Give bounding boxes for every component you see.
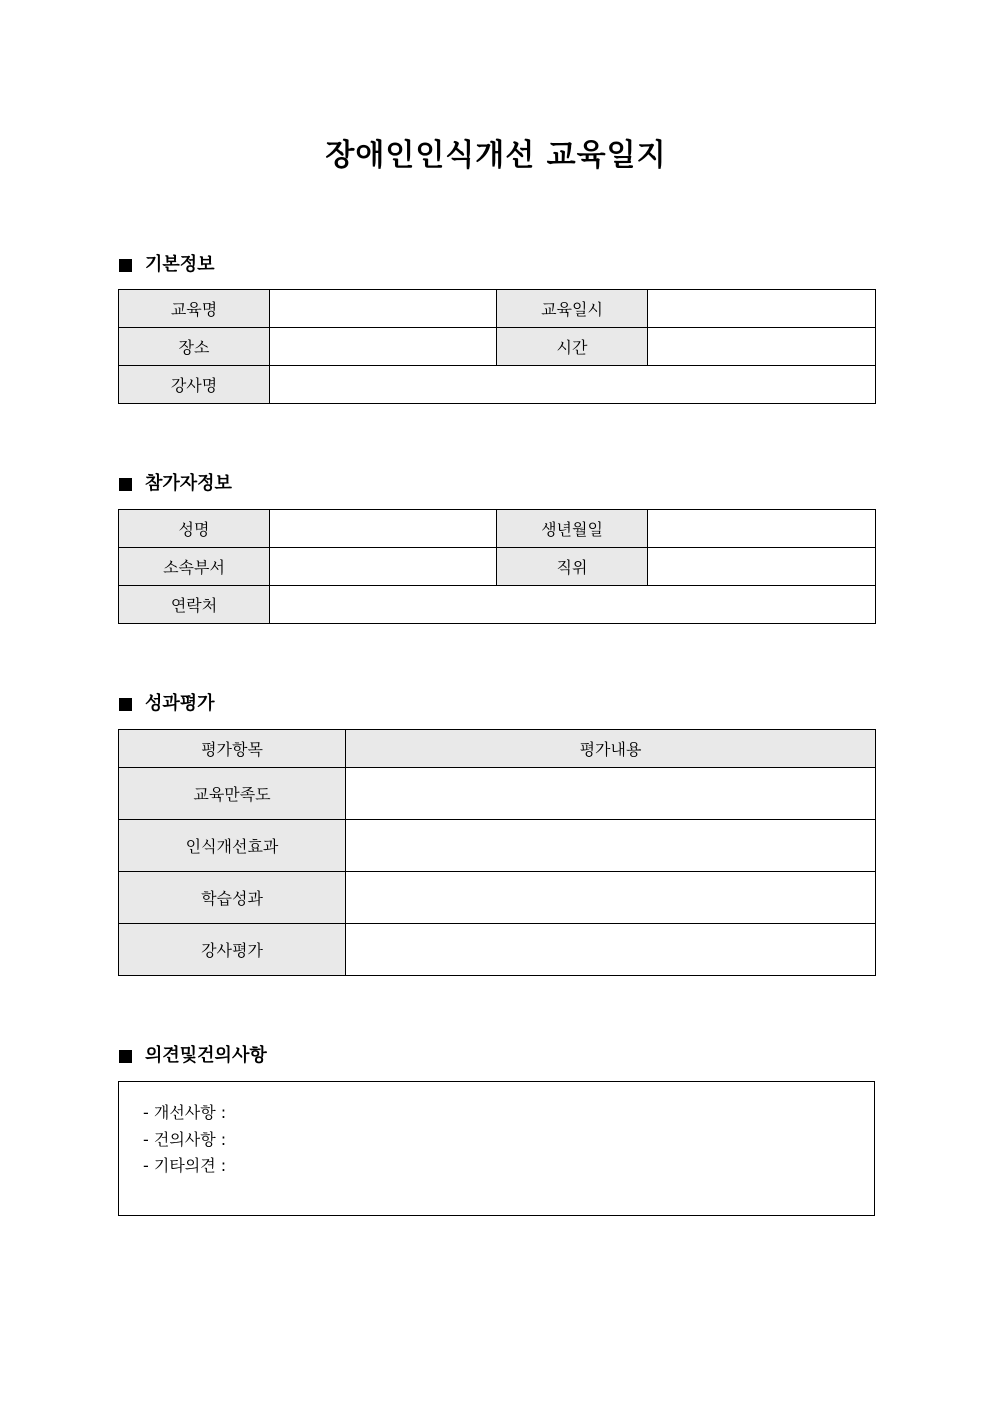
position-field[interactable] [648,548,876,586]
table-row [119,586,876,624]
column-header-content: 평가내용 [346,730,876,768]
table-row [119,366,876,404]
section-heading-basic-info [119,253,215,277]
birthdate-label: 생년월일 [497,510,648,548]
section-heading-label: 기본정보 [145,254,215,275]
section-heading-evaluation [119,692,215,716]
table-row [119,768,876,820]
evaluation-content-field[interactable] [346,768,876,820]
table-row [119,924,876,976]
name-label: 성명 [119,510,270,548]
opinion-suggestions-line: - 건의사항 : [143,1129,227,1149]
evaluation-item-label: 강사평가 [119,924,346,976]
evaluation-content-field[interactable] [346,924,876,976]
evaluation-content-field[interactable] [346,820,876,872]
time-label: 시간 [497,328,648,366]
contact-label: 연락처 [119,586,270,624]
section-heading-label: 성과평가 [145,693,215,714]
square-bullet-icon [119,698,132,711]
department-label: 소속부서 [119,548,270,586]
position-label: 직위 [497,548,648,586]
section-heading-label: 참가자정보 [145,473,232,494]
evaluation-item-label: 학습성과 [119,872,346,924]
time-field[interactable] [648,328,876,366]
section-heading-label: 의견및건의사항 [145,1045,267,1066]
section-heading-opinions [119,1044,267,1068]
name-field[interactable] [270,510,497,548]
evaluation-item-label: 인식개선효과 [119,820,346,872]
table-row [119,510,876,548]
evaluation-item-label: 교육만족도 [119,768,346,820]
instructor-label: 강사명 [119,366,270,404]
course-name-label: 교육명 [119,290,270,328]
square-bullet-icon [119,478,132,491]
square-bullet-icon [119,1050,132,1063]
section-heading-participant-info [119,472,232,496]
opinion-improvements-line: - 개선사항 : [143,1103,227,1122]
table-header-row [119,730,876,768]
place-field[interactable] [270,328,497,366]
page-title: 장애인인식개선 교육일지 [325,138,667,173]
course-date-field[interactable] [648,290,876,328]
opinion-other-line: - 기타의견 : [143,1156,227,1175]
square-bullet-icon [119,259,132,272]
table-row [119,872,876,924]
table-row [119,820,876,872]
table-row [119,548,876,586]
evaluation-content-field[interactable] [346,872,876,924]
course-name-field[interactable] [270,290,497,328]
evaluation-table [118,729,876,976]
department-field[interactable] [270,548,497,586]
column-header-item: 평가항목 [119,730,346,768]
opinions-box[interactable] [118,1081,875,1216]
place-label: 장소 [119,328,270,366]
course-date-label: 교육일시 [497,290,648,328]
contact-field[interactable] [270,586,876,624]
participant-info-table [118,509,876,624]
basic-info-table [118,289,876,404]
table-row [119,328,876,366]
table-row [119,290,876,328]
birthdate-field[interactable] [648,510,876,548]
instructor-field[interactable] [270,366,876,404]
